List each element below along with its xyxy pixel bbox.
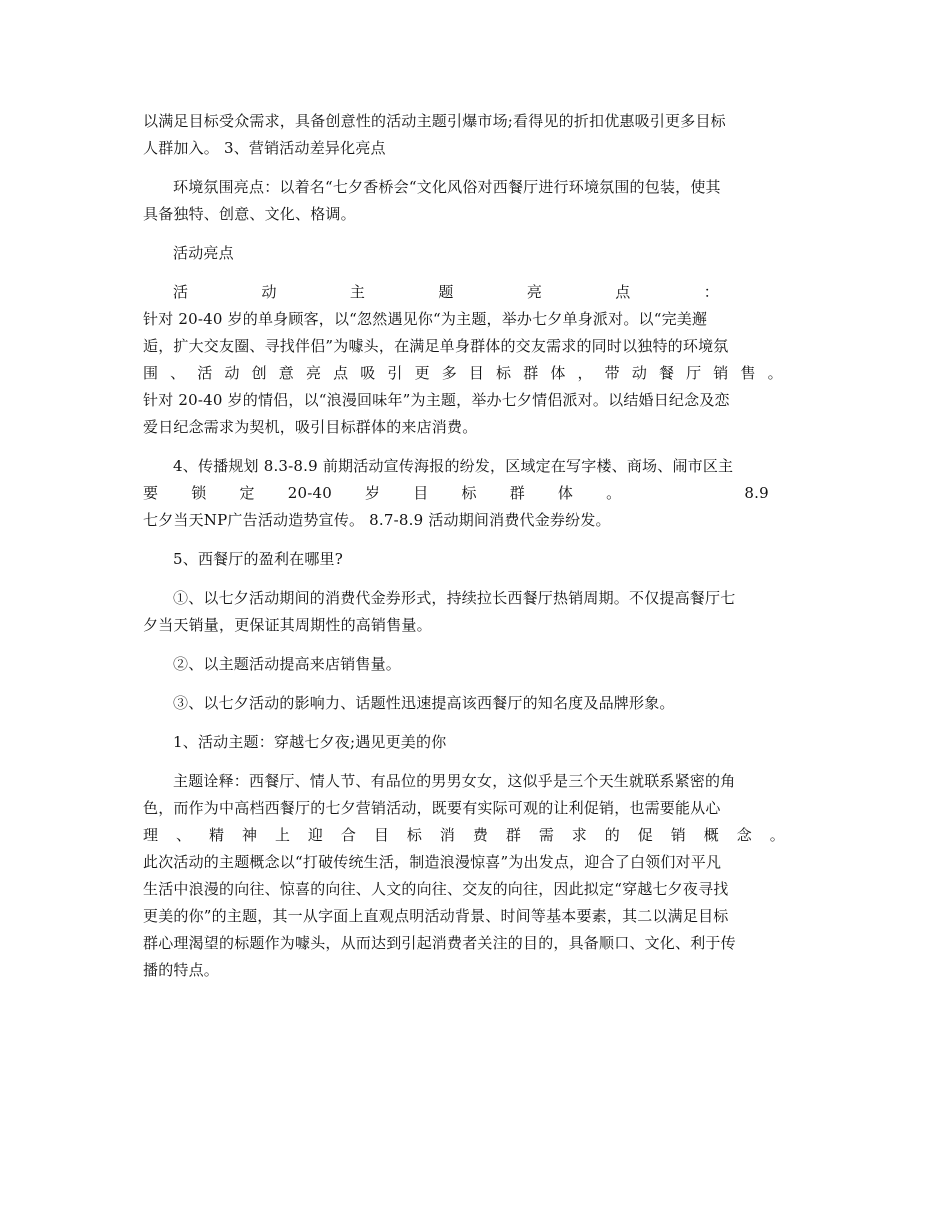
char: 合 bbox=[340, 826, 357, 844]
char: 群 bbox=[505, 826, 522, 844]
char: 亮 bbox=[526, 283, 543, 301]
char: 标 bbox=[461, 484, 477, 502]
char: 亮 bbox=[305, 364, 322, 382]
char: 。 bbox=[606, 484, 622, 502]
char: 目 bbox=[373, 826, 390, 844]
char: ， bbox=[577, 364, 593, 382]
char: 活 bbox=[197, 364, 213, 382]
text-line: 生活中浪漫的向往、惊喜的向往、人文的向往、交友的向往，因此拟定“穿越七夕夜寻找 bbox=[143, 880, 729, 898]
char: 带 bbox=[604, 364, 620, 382]
char: 群 bbox=[509, 484, 525, 502]
char: 点 bbox=[333, 364, 349, 382]
text-line: 以满足目标受众需求，具备创意性的活动主题引爆市场;看得见的折扣优惠吸引更多目标 bbox=[143, 112, 726, 130]
text-line: ③、以七夕活动的影响力、话题性迅速提高该西餐厅的知名度及品牌形象。 bbox=[173, 694, 675, 712]
char: 点 bbox=[615, 283, 631, 301]
spread-line bbox=[143, 480, 769, 507]
char: 体 bbox=[550, 364, 566, 382]
text-line: 此次活动的主题概念以“打破传统生活，制造浪漫惊喜”为出发点，迎合了白领们对平凡 bbox=[143, 853, 722, 871]
char: 标 bbox=[406, 826, 423, 844]
char: 体 bbox=[557, 484, 574, 502]
text-line: 播的特点。 bbox=[143, 961, 220, 979]
text-line: 4、传播规划 8.3-8.9 前期活动宣传海报的纷发，区域定在写字楼、商场、闹市区主 bbox=[173, 457, 734, 475]
char: 20-40 bbox=[287, 484, 332, 502]
char: 餐 bbox=[658, 364, 675, 382]
char: 锁 bbox=[191, 484, 207, 502]
text-line: 针对 20-40 岁的单身顾客，以“忽然遇见你“为主题，举办七夕单身派对。以“完美邂 bbox=[143, 310, 708, 328]
text-line: 针对 20-40 岁的情侣，以“浪漫回味年”为主题，举办七夕情侣派对。以结婚日纪念及恋 bbox=[143, 391, 730, 409]
text-line: 爱日纪念需求为契机，吸引目标群体的来店消费。 bbox=[143, 418, 478, 436]
char: 多 bbox=[441, 364, 457, 382]
text-line: 逅，扩大交友圈、寻找伴侣”为噱头，在满足单身群体的交友需求的同时以独特的环境氛 bbox=[143, 337, 729, 355]
spread-line bbox=[143, 360, 783, 387]
char: 更 bbox=[414, 364, 430, 382]
char: 念 bbox=[736, 826, 752, 844]
char: 需 bbox=[538, 826, 555, 844]
char: 迎 bbox=[307, 826, 324, 844]
char: ： bbox=[703, 283, 719, 301]
char: 上 bbox=[274, 826, 291, 844]
char: 、 bbox=[175, 826, 192, 844]
char: 标 bbox=[496, 364, 512, 382]
text-line: 七夕当天NP广告活动造势宣传。 8.7-8.9 活动期间消费代金券纷发。 bbox=[143, 511, 611, 529]
text-line: 环境氛围亮点：以着名“七夕香桥会“文化风俗对西餐厅进行环境氛围的包装，使其 bbox=[173, 178, 721, 196]
char: 8.9 bbox=[744, 484, 769, 502]
char: 促 bbox=[637, 826, 653, 844]
char: 定 bbox=[239, 484, 255, 502]
char: 精 bbox=[208, 826, 225, 844]
char: 概 bbox=[703, 826, 719, 844]
char: 群 bbox=[523, 364, 539, 382]
text-line: ②、以主题活动提高来店销售量。 bbox=[173, 655, 402, 673]
char: 题 bbox=[438, 283, 454, 301]
char: 目 bbox=[468, 364, 485, 382]
char: 要 bbox=[143, 484, 159, 502]
section-heading: 活动亮点 bbox=[173, 244, 234, 262]
document-page bbox=[143, 108, 809, 984]
char: 。 bbox=[769, 826, 785, 844]
text-line: 群心理渴望的标题作为噱头，从而达到引起消费者关注的目的，具备顺口、文化、利于传 bbox=[143, 934, 736, 952]
text-line: 色，而作为中高档西餐厅的七夕营销活动，既要有实际可观的让利促销，也需要能从心 bbox=[143, 799, 721, 817]
char: 销 bbox=[713, 364, 729, 382]
text-line: 具备独特、创意、文化、格调。 bbox=[143, 205, 356, 223]
section-heading: 1、活动主题：穿越七夕夜;遇见更美的你 bbox=[173, 733, 447, 751]
char: 。 bbox=[767, 364, 783, 382]
char: 目 bbox=[413, 484, 429, 502]
spread-line bbox=[143, 279, 809, 306]
char: 主 bbox=[349, 283, 366, 301]
text-line: 主题诠释：西餐厅、情人节、有品位的男男女女，这似乎是三个天生就联系紧密的角 bbox=[173, 772, 736, 790]
spread-line bbox=[143, 822, 785, 849]
text-line: 夕当天销量，更保证其周期性的高销售量。 bbox=[143, 616, 432, 634]
char: 销 bbox=[670, 826, 686, 844]
char: 厅 bbox=[686, 364, 702, 382]
char: 活 bbox=[173, 283, 189, 301]
char: 、 bbox=[170, 364, 186, 382]
char: 意 bbox=[278, 364, 294, 382]
char: 售 bbox=[740, 364, 756, 382]
char: 岁 bbox=[364, 484, 381, 502]
char: 理 bbox=[143, 826, 159, 844]
char: 动 bbox=[631, 364, 648, 382]
char: 动 bbox=[261, 283, 277, 301]
char: 引 bbox=[387, 364, 403, 382]
char: 费 bbox=[472, 826, 489, 844]
char: 求 bbox=[571, 826, 587, 844]
char: 消 bbox=[439, 826, 456, 844]
text-line: ①、以七夕活动期间的消费代金券形式，持续拉长西餐厅热销周期。不仅提高餐厅七 bbox=[173, 589, 736, 607]
section-heading: 5、西餐厅的盈利在哪里? bbox=[173, 550, 343, 568]
char: 吸 bbox=[360, 364, 376, 382]
text-line: 更美的你”的主题，其一从字面上直观点明活动背景、时间等基本要素，其二以满足目标 bbox=[143, 907, 729, 925]
char: 围 bbox=[143, 364, 159, 382]
char: 神 bbox=[241, 826, 258, 844]
char: 创 bbox=[251, 364, 267, 382]
text-line: 人群加入。 3、营销活动差异化亮点 bbox=[143, 139, 386, 157]
char: 的 bbox=[604, 826, 620, 844]
char: 动 bbox=[224, 364, 240, 382]
